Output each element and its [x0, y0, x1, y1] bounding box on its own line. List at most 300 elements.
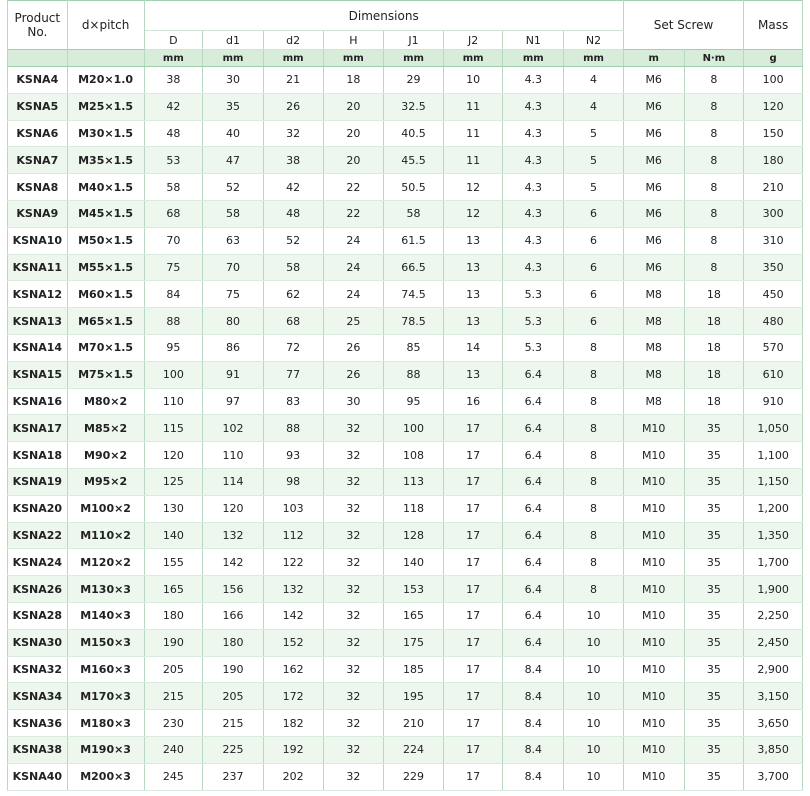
table-row — [8, 629, 803, 656]
unit-J2: mm — [443, 50, 503, 67]
cell-d1: 97 — [203, 388, 264, 415]
cell-H: 32 — [323, 683, 384, 710]
cell-dxpitch: M35×1.5 — [67, 147, 144, 174]
cell-screw-torque: 8 — [684, 254, 744, 281]
cell-screw-torque: 35 — [684, 602, 744, 629]
cell-D: 125 — [144, 468, 203, 495]
cell-N2: 5 — [564, 174, 624, 201]
cell-D: 130 — [144, 495, 203, 522]
cell-d2: 152 — [263, 629, 323, 656]
cell-d1: 190 — [203, 656, 264, 683]
cell-screw-torque: 35 — [684, 415, 744, 442]
cell-d2: 32 — [263, 120, 323, 147]
cell-D: 88 — [144, 308, 203, 335]
cell-N2: 8 — [564, 468, 624, 495]
cell-screw-size: M8 — [623, 388, 684, 415]
table-row — [8, 200, 803, 227]
cell-D: 58 — [144, 174, 203, 201]
unit-dxpitch-blank — [67, 50, 144, 67]
cell-d1: 215 — [203, 710, 264, 737]
cell-screw-torque: 35 — [684, 522, 744, 549]
cell-screw-size: M8 — [623, 361, 684, 388]
cell-H: 32 — [323, 763, 384, 790]
cell-H: 32 — [323, 629, 384, 656]
cell-product-no: KSNA14 — [8, 334, 68, 361]
unit-product-blank — [8, 50, 68, 67]
cell-d1: 237 — [203, 763, 264, 790]
cell-J2: 14 — [443, 334, 503, 361]
cell-product-no: KSNA26 — [8, 576, 68, 603]
cell-D: 155 — [144, 549, 203, 576]
cell-H: 24 — [323, 281, 384, 308]
cell-screw-size: M10 — [623, 736, 684, 763]
cell-screw-size: M8 — [623, 281, 684, 308]
cell-N2: 10 — [564, 683, 624, 710]
table-row — [8, 442, 803, 469]
cell-H: 24 — [323, 227, 384, 254]
cell-screw-size: M10 — [623, 763, 684, 790]
cell-d2: 77 — [263, 361, 323, 388]
table-row — [8, 549, 803, 576]
unit-d2: mm — [263, 50, 323, 67]
cell-product-no: KSNA20 — [8, 495, 68, 522]
cell-J2: 17 — [443, 576, 503, 603]
cell-screw-size: M10 — [623, 629, 684, 656]
cell-mass: 310 — [744, 227, 803, 254]
cell-mass: 350 — [744, 254, 803, 281]
cell-N1: 8.4 — [503, 683, 564, 710]
cell-J2: 13 — [443, 227, 503, 254]
cell-N1: 6.4 — [503, 415, 564, 442]
cell-J1: 40.5 — [384, 120, 444, 147]
cell-D: 205 — [144, 656, 203, 683]
cell-J2: 16 — [443, 388, 503, 415]
cell-dxpitch: M25×1.5 — [67, 93, 144, 120]
cell-dxpitch: M20×1.0 — [67, 67, 144, 94]
cell-N1: 4.3 — [503, 147, 564, 174]
cell-screw-torque: 18 — [684, 334, 744, 361]
cell-J1: 85 — [384, 334, 444, 361]
table-row — [8, 120, 803, 147]
cell-N2: 10 — [564, 656, 624, 683]
table-body — [8, 67, 803, 791]
cell-dxpitch: M85×2 — [67, 415, 144, 442]
cell-screw-torque: 8 — [684, 67, 744, 94]
cell-mass: 210 — [744, 174, 803, 201]
cell-J1: 128 — [384, 522, 444, 549]
cell-screw-torque: 35 — [684, 629, 744, 656]
cell-screw-size: M6 — [623, 200, 684, 227]
cell-screw-size: M10 — [623, 710, 684, 737]
cell-H: 32 — [323, 468, 384, 495]
cell-N2: 6 — [564, 308, 624, 335]
cell-d1: 63 — [203, 227, 264, 254]
cell-d1: 110 — [203, 442, 264, 469]
cell-H: 20 — [323, 93, 384, 120]
cell-d1: 30 — [203, 67, 264, 94]
cell-dxpitch: M75×1.5 — [67, 361, 144, 388]
cell-screw-torque: 35 — [684, 736, 744, 763]
cell-screw-size: M6 — [623, 227, 684, 254]
cell-screw-torque: 35 — [684, 763, 744, 790]
cell-N1: 5.3 — [503, 308, 564, 335]
cell-dxpitch: M180×3 — [67, 710, 144, 737]
cell-d2: 42 — [263, 174, 323, 201]
cell-J1: 66.5 — [384, 254, 444, 281]
cell-D: 230 — [144, 710, 203, 737]
header-col-N1: N1 — [503, 31, 564, 50]
cell-screw-torque: 18 — [684, 361, 744, 388]
header-col-H: H — [323, 31, 384, 50]
cell-d2: 83 — [263, 388, 323, 415]
cell-mass: 180 — [744, 147, 803, 174]
cell-H: 32 — [323, 710, 384, 737]
header-col-d2: d2 — [263, 31, 323, 50]
cell-J2: 17 — [443, 763, 503, 790]
cell-J1: 165 — [384, 602, 444, 629]
cell-screw-size: M10 — [623, 495, 684, 522]
cell-N1: 4.3 — [503, 254, 564, 281]
cell-dxpitch: M120×2 — [67, 549, 144, 576]
cell-D: 180 — [144, 602, 203, 629]
cell-d1: 47 — [203, 147, 264, 174]
units-row — [8, 50, 803, 67]
cell-D: 110 — [144, 388, 203, 415]
cell-N1: 6.4 — [503, 576, 564, 603]
cell-J1: 210 — [384, 710, 444, 737]
cell-product-no: KSNA4 — [8, 67, 68, 94]
cell-J2: 17 — [443, 522, 503, 549]
table-row — [8, 388, 803, 415]
cell-screw-size: M10 — [623, 442, 684, 469]
cell-J2: 11 — [443, 93, 503, 120]
cell-screw-size: M10 — [623, 576, 684, 603]
cell-H: 32 — [323, 522, 384, 549]
cell-product-no: KSNA15 — [8, 361, 68, 388]
cell-mass: 300 — [744, 200, 803, 227]
cell-d2: 93 — [263, 442, 323, 469]
cell-d2: 98 — [263, 468, 323, 495]
cell-screw-size: M10 — [623, 683, 684, 710]
cell-N1: 6.4 — [503, 388, 564, 415]
table-row — [8, 308, 803, 335]
cell-dxpitch: M50×1.5 — [67, 227, 144, 254]
table-row — [8, 736, 803, 763]
cell-dxpitch: M150×3 — [67, 629, 144, 656]
cell-N1: 6.4 — [503, 602, 564, 629]
cell-screw-torque: 35 — [684, 549, 744, 576]
header-col-d1: d1 — [203, 31, 264, 50]
cell-J2: 17 — [443, 656, 503, 683]
cell-N2: 6 — [564, 200, 624, 227]
cell-H: 32 — [323, 442, 384, 469]
cell-d2: 103 — [263, 495, 323, 522]
header-col-J2: J2 — [443, 31, 503, 50]
cell-screw-size: M10 — [623, 549, 684, 576]
cell-N2: 6 — [564, 281, 624, 308]
cell-J2: 13 — [443, 361, 503, 388]
table-row — [8, 683, 803, 710]
table-row — [8, 334, 803, 361]
cell-N1: 4.3 — [503, 120, 564, 147]
cell-J2: 17 — [443, 468, 503, 495]
cell-J1: 61.5 — [384, 227, 444, 254]
cell-dxpitch: M110×2 — [67, 522, 144, 549]
unit-J1: mm — [384, 50, 444, 67]
cell-N1: 4.3 — [503, 174, 564, 201]
cell-H: 20 — [323, 147, 384, 174]
cell-screw-torque: 8 — [684, 120, 744, 147]
cell-N2: 6 — [564, 254, 624, 281]
cell-N2: 8 — [564, 442, 624, 469]
cell-N2: 8 — [564, 415, 624, 442]
cell-J2: 17 — [443, 710, 503, 737]
cell-dxpitch: M60×1.5 — [67, 281, 144, 308]
cell-mass: 2,900 — [744, 656, 803, 683]
table-row — [8, 281, 803, 308]
cell-mass: 3,650 — [744, 710, 803, 737]
cell-product-no: KSNA30 — [8, 629, 68, 656]
table-row — [8, 602, 803, 629]
cell-dxpitch: M30×1.5 — [67, 120, 144, 147]
cell-N1: 6.4 — [503, 522, 564, 549]
unit-d1: mm — [203, 50, 264, 67]
cell-J2: 12 — [443, 200, 503, 227]
cell-dxpitch: M40×1.5 — [67, 174, 144, 201]
cell-product-no: KSNA38 — [8, 736, 68, 763]
cell-J2: 17 — [443, 602, 503, 629]
unit-mass: g — [744, 50, 803, 67]
cell-dxpitch: M130×3 — [67, 576, 144, 603]
cell-screw-torque: 35 — [684, 656, 744, 683]
cell-J1: 108 — [384, 442, 444, 469]
cell-J1: 32.5 — [384, 93, 444, 120]
cell-screw-torque: 18 — [684, 388, 744, 415]
cell-D: 38 — [144, 67, 203, 94]
cell-mass: 3,850 — [744, 736, 803, 763]
cell-product-no: KSNA5 — [8, 93, 68, 120]
cell-dxpitch: M190×3 — [67, 736, 144, 763]
cell-screw-size: M6 — [623, 120, 684, 147]
cell-J2: 17 — [443, 683, 503, 710]
cell-J1: 140 — [384, 549, 444, 576]
cell-product-no: KSNA36 — [8, 710, 68, 737]
cell-J1: 45.5 — [384, 147, 444, 174]
cell-screw-torque: 18 — [684, 308, 744, 335]
cell-N2: 10 — [564, 710, 624, 737]
cell-d2: 132 — [263, 576, 323, 603]
cell-N1: 8.4 — [503, 763, 564, 790]
table-row — [8, 522, 803, 549]
cell-J2: 17 — [443, 442, 503, 469]
cell-D: 75 — [144, 254, 203, 281]
cell-D: 95 — [144, 334, 203, 361]
cell-N2: 8 — [564, 549, 624, 576]
cell-d2: 48 — [263, 200, 323, 227]
cell-N2: 8 — [564, 334, 624, 361]
table-row — [8, 656, 803, 683]
cell-D: 84 — [144, 281, 203, 308]
cell-N2: 8 — [564, 576, 624, 603]
cell-product-no: KSNA32 — [8, 656, 68, 683]
cell-mass: 450 — [744, 281, 803, 308]
cell-J1: 113 — [384, 468, 444, 495]
cell-J1: 185 — [384, 656, 444, 683]
unit-H: mm — [323, 50, 384, 67]
cell-H: 26 — [323, 334, 384, 361]
cell-screw-torque: 35 — [684, 683, 744, 710]
cell-mass: 2,450 — [744, 629, 803, 656]
cell-D: 240 — [144, 736, 203, 763]
cell-D: 42 — [144, 93, 203, 120]
cell-d2: 122 — [263, 549, 323, 576]
cell-screw-torque: 8 — [684, 200, 744, 227]
cell-screw-torque: 8 — [684, 147, 744, 174]
cell-mass: 1,700 — [744, 549, 803, 576]
cell-d2: 112 — [263, 522, 323, 549]
cell-mass: 120 — [744, 93, 803, 120]
table-row — [8, 93, 803, 120]
cell-d1: 166 — [203, 602, 264, 629]
cell-N1: 4.3 — [503, 67, 564, 94]
cell-N1: 6.4 — [503, 442, 564, 469]
cell-N1: 6.4 — [503, 468, 564, 495]
cell-dxpitch: M160×3 — [67, 656, 144, 683]
cell-H: 24 — [323, 254, 384, 281]
cell-product-no: KSNA12 — [8, 281, 68, 308]
unit-N2: mm — [564, 50, 624, 67]
cell-d1: 225 — [203, 736, 264, 763]
cell-H: 20 — [323, 120, 384, 147]
cell-mass: 1,350 — [744, 522, 803, 549]
cell-product-no: KSNA40 — [8, 763, 68, 790]
cell-d1: 156 — [203, 576, 264, 603]
cell-J1: 118 — [384, 495, 444, 522]
cell-screw-torque: 8 — [684, 93, 744, 120]
cell-J2: 12 — [443, 174, 503, 201]
cell-screw-torque: 8 — [684, 227, 744, 254]
table-row — [8, 495, 803, 522]
table-row — [8, 147, 803, 174]
cell-J2: 17 — [443, 549, 503, 576]
header-set-screw: Set Screw — [623, 1, 743, 50]
cell-mass: 1,200 — [744, 495, 803, 522]
cell-mass: 1,150 — [744, 468, 803, 495]
cell-d1: 91 — [203, 361, 264, 388]
unit-screw-torque: N·m — [684, 50, 744, 67]
table-row — [8, 227, 803, 254]
cell-N1: 8.4 — [503, 656, 564, 683]
cell-H: 32 — [323, 549, 384, 576]
cell-screw-size: M10 — [623, 522, 684, 549]
cell-d2: 38 — [263, 147, 323, 174]
cell-N1: 6.4 — [503, 495, 564, 522]
cell-screw-torque: 35 — [684, 442, 744, 469]
cell-H: 32 — [323, 602, 384, 629]
table-row — [8, 361, 803, 388]
header-col-J1: J1 — [384, 31, 444, 50]
cell-D: 215 — [144, 683, 203, 710]
cell-D: 53 — [144, 147, 203, 174]
table-header — [8, 1, 803, 67]
cell-H: 26 — [323, 361, 384, 388]
cell-D: 165 — [144, 576, 203, 603]
cell-D: 115 — [144, 415, 203, 442]
cell-product-no: KSNA6 — [8, 120, 68, 147]
cell-screw-torque: 18 — [684, 281, 744, 308]
table-row — [8, 415, 803, 442]
cell-N2: 10 — [564, 602, 624, 629]
cell-N2: 8 — [564, 388, 624, 415]
cell-d1: 180 — [203, 629, 264, 656]
cell-N2: 4 — [564, 67, 624, 94]
cell-screw-size: M8 — [623, 334, 684, 361]
cell-product-no: KSNA16 — [8, 388, 68, 415]
cell-d2: 202 — [263, 763, 323, 790]
cell-J2: 13 — [443, 281, 503, 308]
cell-d2: 162 — [263, 656, 323, 683]
cell-N1: 5.3 — [503, 334, 564, 361]
cell-screw-size: M10 — [623, 468, 684, 495]
cell-screw-size: M6 — [623, 67, 684, 94]
cell-N1: 8.4 — [503, 710, 564, 737]
cell-J2: 11 — [443, 120, 503, 147]
cell-screw-size: M10 — [623, 415, 684, 442]
cell-product-no: KSNA11 — [8, 254, 68, 281]
cell-H: 32 — [323, 736, 384, 763]
unit-screw-m: m — [623, 50, 684, 67]
cell-product-no: KSNA24 — [8, 549, 68, 576]
cell-product-no: KSNA17 — [8, 415, 68, 442]
cell-screw-size: M6 — [623, 147, 684, 174]
cell-H: 32 — [323, 415, 384, 442]
cell-d1: 35 — [203, 93, 264, 120]
cell-d1: 75 — [203, 281, 264, 308]
cell-mass: 1,900 — [744, 576, 803, 603]
cell-J1: 74.5 — [384, 281, 444, 308]
cell-d2: 68 — [263, 308, 323, 335]
cell-N1: 6.4 — [503, 361, 564, 388]
cell-d2: 88 — [263, 415, 323, 442]
cell-dxpitch: M90×2 — [67, 442, 144, 469]
cell-J1: 50.5 — [384, 174, 444, 201]
cell-mass: 3,700 — [744, 763, 803, 790]
cell-J1: 153 — [384, 576, 444, 603]
cell-D: 48 — [144, 120, 203, 147]
cell-J1: 78.5 — [384, 308, 444, 335]
header-dimensions: Dimensions — [144, 1, 623, 31]
cell-mass: 570 — [744, 334, 803, 361]
cell-product-no: KSNA7 — [8, 147, 68, 174]
cell-J1: 58 — [384, 200, 444, 227]
cell-d2: 142 — [263, 602, 323, 629]
cell-H: 32 — [323, 656, 384, 683]
cell-screw-size: M10 — [623, 656, 684, 683]
cell-dxpitch: M95×2 — [67, 468, 144, 495]
cell-D: 70 — [144, 227, 203, 254]
cell-J1: 195 — [384, 683, 444, 710]
cell-dxpitch: M80×2 — [67, 388, 144, 415]
cell-N1: 4.3 — [503, 200, 564, 227]
cell-d2: 72 — [263, 334, 323, 361]
cell-screw-torque: 35 — [684, 576, 744, 603]
cell-mass: 100 — [744, 67, 803, 94]
header-col-D: D — [144, 31, 203, 50]
table-row — [8, 763, 803, 790]
cell-J1: 29 — [384, 67, 444, 94]
unit-N1: mm — [503, 50, 564, 67]
cell-d1: 58 — [203, 200, 264, 227]
